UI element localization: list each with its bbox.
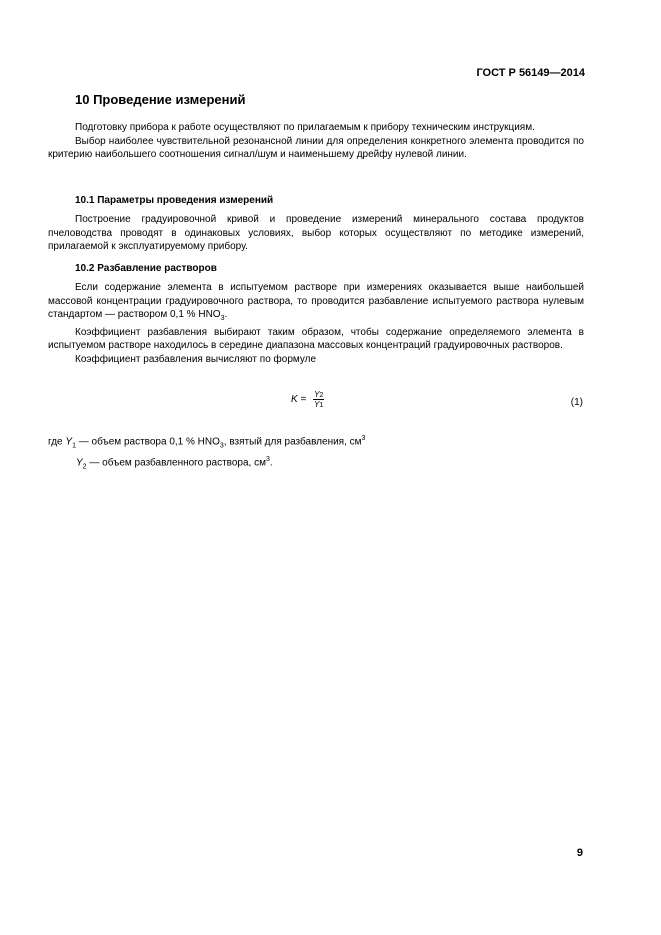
text-run: — объем разбавленного раствора, см <box>86 457 266 469</box>
section-title-10-2: 10.2 Разбавление растворов <box>75 263 217 274</box>
paragraph: Выбор наиболее чувствительной резонансной линии для определения конкретного элемента проводится по критерию наибольшего соотношения сигнал/шум и наименьшему дрейфу нулевой линии. <box>48 135 584 160</box>
paragraph: Построение градуировочной кривой и проведение измерений минерального состава продуктов пчеловодства проводят в одинаковых условиях, выбор которых осуществляют по методике измерений, прилагаемой к эксплуатируемому прибору. <box>48 214 584 252</box>
subscript: 2 <box>82 463 87 471</box>
superscript: 3 <box>265 456 270 464</box>
definition-y2 <box>48 453 365 474</box>
section-title-10-1: 10.1 Параметры проведения измерений <box>75 195 274 206</box>
paragraph: Подготовку прибора к работе осуществляют по прилагаемым к прибору техническим инструкциям. <box>75 122 535 133</box>
text-run: , взятый для разбавления, см <box>223 436 362 448</box>
paragraph <box>48 281 584 326</box>
text-run: — объем раствора 0,1 % HNO <box>75 436 220 448</box>
definition-y1 <box>48 432 365 453</box>
text-run: . <box>224 309 228 320</box>
text-run: Если содержание элемента в испытуемом растворе при измерениях оказывается выше наибольшей массовой концентрации градуировочного раствора, то проводится разбавление испытуемого раствора нулевым стандартом — раствором 0,1 % HNO <box>48 282 584 320</box>
superscript: 3 <box>361 435 366 442</box>
page-number: 9 <box>576 847 583 859</box>
variable-definitions <box>48 432 365 475</box>
dilution-formula <box>291 390 324 409</box>
section-title-10: 10 Проведение измерений <box>75 92 246 107</box>
variable-y: Y <box>65 436 73 448</box>
subscript: 1 <box>72 442 76 450</box>
formula-fraction <box>313 390 324 409</box>
section-10-2-body <box>48 281 584 366</box>
formula-equals: = <box>300 394 307 406</box>
text-run: . <box>269 457 273 469</box>
section-10-body <box>48 121 584 162</box>
subscript: 3 <box>219 442 224 450</box>
standard-number: ГОСТ Р 56149—2014 <box>476 67 585 79</box>
paragraph: Коэффициент разбавления выбирают таким образом, чтобы содержание определяемого элемента в испытуемом растворе находилось в середине диапазона массовых концентраций градуировочных растворов. <box>48 326 584 351</box>
paragraph: Коэффициент разбавления вычисляют по формуле <box>75 353 317 365</box>
section-10-1-body <box>48 213 584 254</box>
where-prefix: где <box>48 436 63 448</box>
fraction-numerator: Y2 <box>314 390 324 399</box>
variable-y: Y <box>76 457 83 469</box>
formula-lhs: K <box>291 394 298 406</box>
subscript: 3 <box>220 315 225 322</box>
equation-number: (1) <box>570 397 583 408</box>
fraction-denominator: Y1 <box>314 400 324 409</box>
